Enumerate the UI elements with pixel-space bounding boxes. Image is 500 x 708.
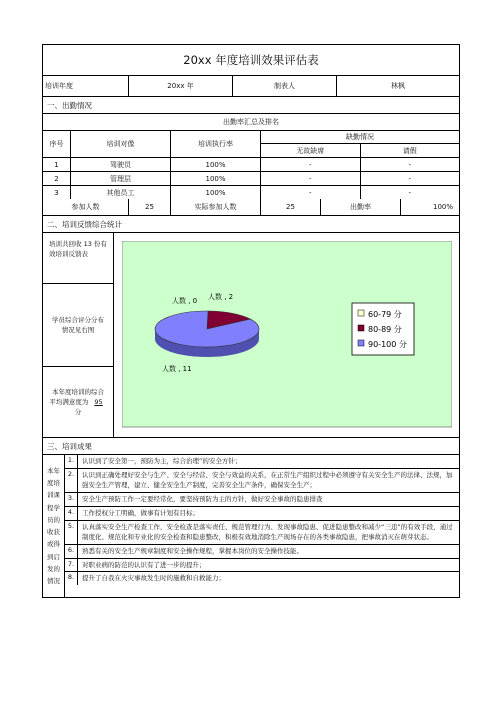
attendance-row [43,172,459,186]
chart-cell [114,233,459,437]
result-text: 熟悉有关的安全生产规章制度和安全操作规程，掌握本岗位的安全操作技能。 [82,547,303,556]
result-text: 认真落实安全生产检查工作，安全检查是落实责任、规范管理行为、发现事故隐患、促进隐患整改和减少“三违”的有效手段，通过制度化、规范化和专业化的安全检查和隐患整改，积极有效地消除生产现场存在的各类事故隐患，把事故消灭在萌芽状态。 [82,522,453,542]
year-label: 培训年度 [43,76,129,96]
result-item [65,545,459,559]
header-row [43,76,459,97]
feedback-area [43,233,459,438]
legend-label: 90-100 分 [368,340,407,349]
row-no: 1 [43,158,71,171]
result-number: 4. [65,507,78,520]
pie-data-label: 人数 , 2 [208,293,234,301]
row-unexcused: - [261,158,361,171]
legend-swatch [358,310,364,316]
maker-label: 制表人 [233,76,337,96]
result-number: 3. [65,493,78,506]
evaluation-form [42,44,460,598]
rate-label: 出勤率 [321,199,401,215]
result-item [65,521,459,545]
legend-swatch [358,325,364,331]
col-target: 培训对像 [71,131,171,157]
attendance-row [43,158,459,172]
feedback-notes [43,233,114,437]
results-side-label: 本年度培训课程学员的收获或得到启发的情况 [43,455,65,597]
result-item [65,455,459,469]
result-item [65,572,459,585]
result-item [65,493,459,507]
attendance-summary-title: 出勤率汇总及排名 [43,114,459,131]
result-text: 对职业病的防范的认识有了进一步的提升； [82,560,206,569]
row-unexcused: - [261,172,361,185]
participants-value: 25 [129,199,171,215]
row-target: 管理层 [71,172,171,185]
result-number: 6. [65,545,78,558]
result-item [65,469,459,493]
result-number: 5. [65,521,78,544]
results-list [65,455,459,597]
result-number: 1. [65,455,78,468]
participants-label: 参加人数 [43,199,129,215]
actual-label: 实际参加人数 [171,199,261,215]
legend-label: 80-89 分 [368,325,402,334]
result-text: 认识到正确处理好安全与生产、安全与经营、安全与效益的关系，在正常生产组织过程中必须遵守有关安全生产的法律、法规，加强安全生产管理，建立、健全安全生产制度，完善安全生产条件，确保安全生产； [82,470,453,490]
legend-swatch [358,340,364,346]
results-area [43,455,459,597]
row-rate: 100% [171,186,261,199]
result-text: 安全生产预防工作一定要经常化，要坚持预防为主的方针，做好安全事故的隐患排查 [82,495,323,504]
row-no: 2 [43,172,71,185]
score-pie-chart [122,241,452,431]
totals-row [43,199,459,216]
attendance-header [43,131,459,158]
result-number: 8. [65,572,78,585]
row-leave: - [408,188,412,197]
result-text: 工作授权分工明确，做事有计划有目标； [82,508,199,517]
row-leave: - [408,174,412,183]
result-text: 提升了自我在火灾事故发生时的施救和自救能力； [82,574,225,583]
row-unexcused: - [261,186,361,199]
col-no: 序号 [43,131,71,157]
section1-title: 一、出勤情况 [43,97,459,114]
satisfaction-prefix: 本年度培训的综合平均满意度为 [49,387,104,406]
result-text: 认识到了安全第一，预防为主，综合治理”的安全方针； [82,457,242,465]
absence-group [261,131,459,157]
result-item [65,559,459,573]
result-number: 7. [65,559,78,572]
attendance-row [43,186,459,199]
row-rate: 100% [171,172,261,185]
feedback-score-note: 学员综合评分分布情况见右图 [43,284,113,367]
row-target: 其他员工 [71,186,171,199]
col-unexcused: 无故缺席 [261,144,361,157]
rate-value: 100% [432,203,453,211]
result-item [65,507,459,521]
section3-title: 三、培训成果 [43,438,459,455]
actual-value: 25 [261,199,321,215]
row-target: 驾驶员 [71,158,171,171]
satisfaction-suffix: 分 [74,408,82,417]
satisfaction-value: 95 [94,397,103,406]
section2-title: 二、培训反馈综合统计 [43,216,459,233]
maker-value: 林枫 [391,82,405,90]
pie-data-label: 人数 , 0 [172,297,198,305]
result-number: 2. [65,469,78,492]
row-no: 3 [43,186,71,199]
legend-label: 60-79 分 [368,310,402,319]
col-leave: 请假 [402,146,417,155]
row-leave: - [408,160,412,169]
form-title: 20xx 年度培训效果评估表 [43,45,459,76]
pie-data-label: 人数 , 11 [162,365,192,373]
col-absence: 缺勤情况 [261,131,459,144]
row-rate: 100% [171,158,261,171]
feedback-collected: 培训共回收 13 份有效培训反馈表 [43,233,113,284]
col-rate: 培训执行率 [171,131,261,157]
year-value: 20xx 年 [129,76,233,96]
feedback-satisfaction [43,367,113,437]
